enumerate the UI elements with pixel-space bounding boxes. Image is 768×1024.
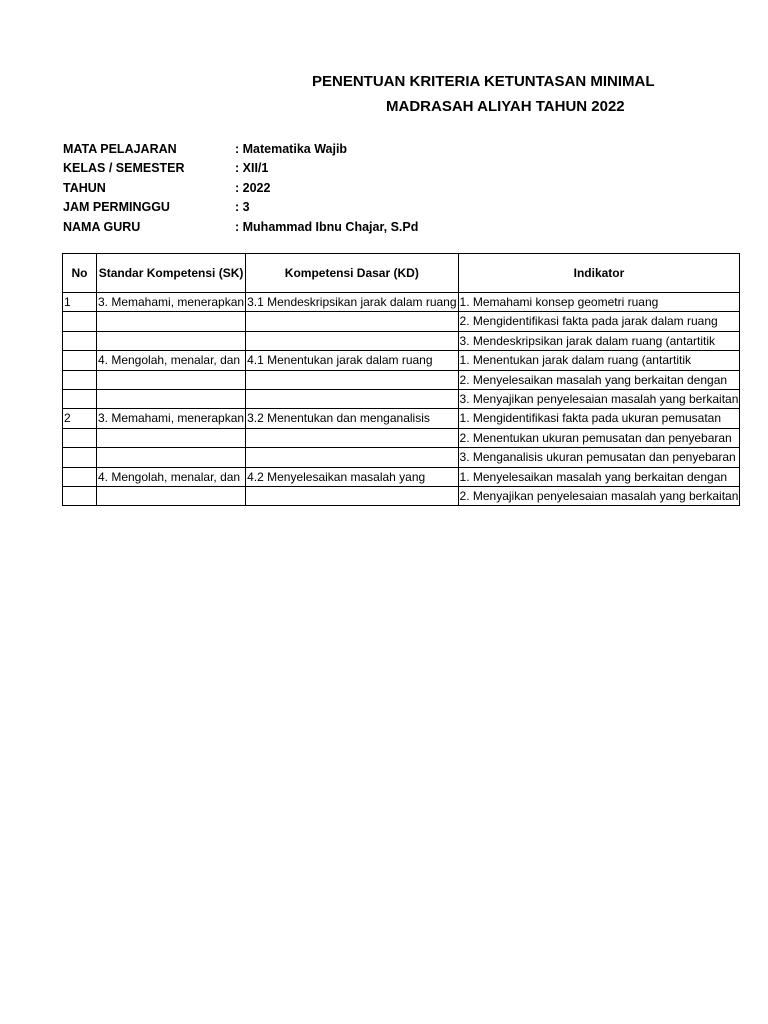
cell-indikator: 1. Menentukan jarak dalam ruang (antartitik (458, 351, 740, 370)
cell-sk (97, 312, 246, 331)
info-block (63, 139, 418, 237)
info-row-jam-perminggu (63, 198, 418, 218)
cell-indikator: 1. Menyelesaikan masalah yang berkaitan dengan (458, 467, 740, 486)
table-row (63, 293, 740, 312)
table-row (63, 448, 740, 467)
info-label: KELAS / SEMESTER (63, 161, 185, 176)
cell-sk (97, 331, 246, 350)
info-value: : XII/1 (235, 161, 269, 176)
cell-sk (97, 370, 246, 389)
info-label: JAM PERMINGGU (63, 200, 170, 215)
table-row (63, 409, 740, 428)
cell-kd (246, 428, 458, 447)
table-row (63, 428, 740, 447)
cell-sk (97, 448, 246, 467)
cell-indikator: 1. Memahami konsep geometri ruang (458, 293, 740, 312)
table-row (63, 467, 740, 486)
cell-indikator: 2. Menyajikan penyelesaian masalah yang berkaitan (458, 486, 740, 505)
cell-kd (246, 370, 458, 389)
info-label: NAMA GURU (63, 219, 141, 234)
cell-sk: 3. Memahami, menerapkan (97, 293, 246, 312)
cell-no (63, 428, 97, 447)
info-label: TAHUN (63, 180, 106, 195)
cell-indikator: 1. Mengidentifikasi fakta pada ukuran pemusatan (458, 409, 740, 428)
cell-no (63, 486, 97, 505)
cell-kd (246, 331, 458, 350)
header-no: No (63, 254, 97, 293)
info-value: : 2022 (235, 180, 271, 195)
cell-kd (246, 389, 458, 408)
cell-kd (246, 312, 458, 331)
table-header-row (63, 254, 740, 293)
info-row-tahun (63, 178, 418, 198)
cell-kd: 3.2 Menentukan dan menganalisis (246, 409, 458, 428)
table-row (63, 486, 740, 505)
document-title: PENENTUAN KRITERIA KETUNTASAN MINIMAL (312, 73, 655, 90)
table-row (63, 389, 740, 408)
table-row (63, 312, 740, 331)
info-value: : 3 (235, 200, 250, 215)
cell-sk (97, 389, 246, 408)
header-kd: Kompetensi Dasar (KD) (246, 254, 458, 293)
info-row-nama-guru (63, 217, 418, 237)
table-row (63, 370, 740, 389)
info-row-mata-pelajaran (63, 139, 418, 159)
cell-no (63, 351, 97, 370)
cell-kd: 3.1 Mendeskripsikan jarak dalam ruang (246, 293, 458, 312)
info-label: MATA PELAJARAN (63, 141, 177, 156)
cell-indikator: 2. Menentukan ukuran pemusatan dan penyebaran (458, 428, 740, 447)
cell-indikator: 3. Mendeskripsikan jarak dalam ruang (antartitik (458, 331, 740, 350)
cell-indikator: 3. Menyajikan penyelesaian masalah yang berkaitan (458, 389, 740, 408)
cell-sk (97, 486, 246, 505)
cell-kd (246, 486, 458, 505)
info-row-kelas-semester (63, 159, 418, 179)
cell-no (63, 467, 97, 486)
cell-sk: 3. Memahami, menerapkan (97, 409, 246, 428)
cell-sk (97, 428, 246, 447)
info-value: : Matematika Wajib (235, 141, 348, 156)
document-subtitle: MADRASAH ALIYAH TAHUN 2022 (386, 98, 625, 115)
kkm-table (62, 253, 740, 506)
cell-kd (246, 448, 458, 467)
table-row (63, 351, 740, 370)
cell-no (63, 312, 97, 331)
cell-indikator: 2. Menyelesaikan masalah yang berkaitan dengan (458, 370, 740, 389)
cell-sk: 4. Mengolah, menalar, dan (97, 467, 246, 486)
cell-kd: 4.2 Menyelesaikan masalah yang (246, 467, 458, 486)
info-value: : Muhammad Ibnu Chajar, S.Pd (235, 219, 419, 234)
header-sk: Standar Kompetensi (SK) (97, 254, 246, 293)
cell-indikator: 2. Mengidentifikasi fakta pada jarak dalam ruang (458, 312, 740, 331)
cell-kd: 4.1 Menentukan jarak dalam ruang (246, 351, 458, 370)
cell-no (63, 448, 97, 467)
cell-no (63, 331, 97, 350)
cell-no (63, 370, 97, 389)
header-indikator: Indikator (458, 254, 740, 293)
table-row (63, 331, 740, 350)
cell-no (63, 389, 97, 408)
cell-sk: 4. Mengolah, menalar, dan (97, 351, 246, 370)
cell-no: 1 (63, 293, 97, 312)
cell-indikator: 3. Menganalisis ukuran pemusatan dan penyebaran (458, 448, 740, 467)
cell-no: 2 (63, 409, 97, 428)
